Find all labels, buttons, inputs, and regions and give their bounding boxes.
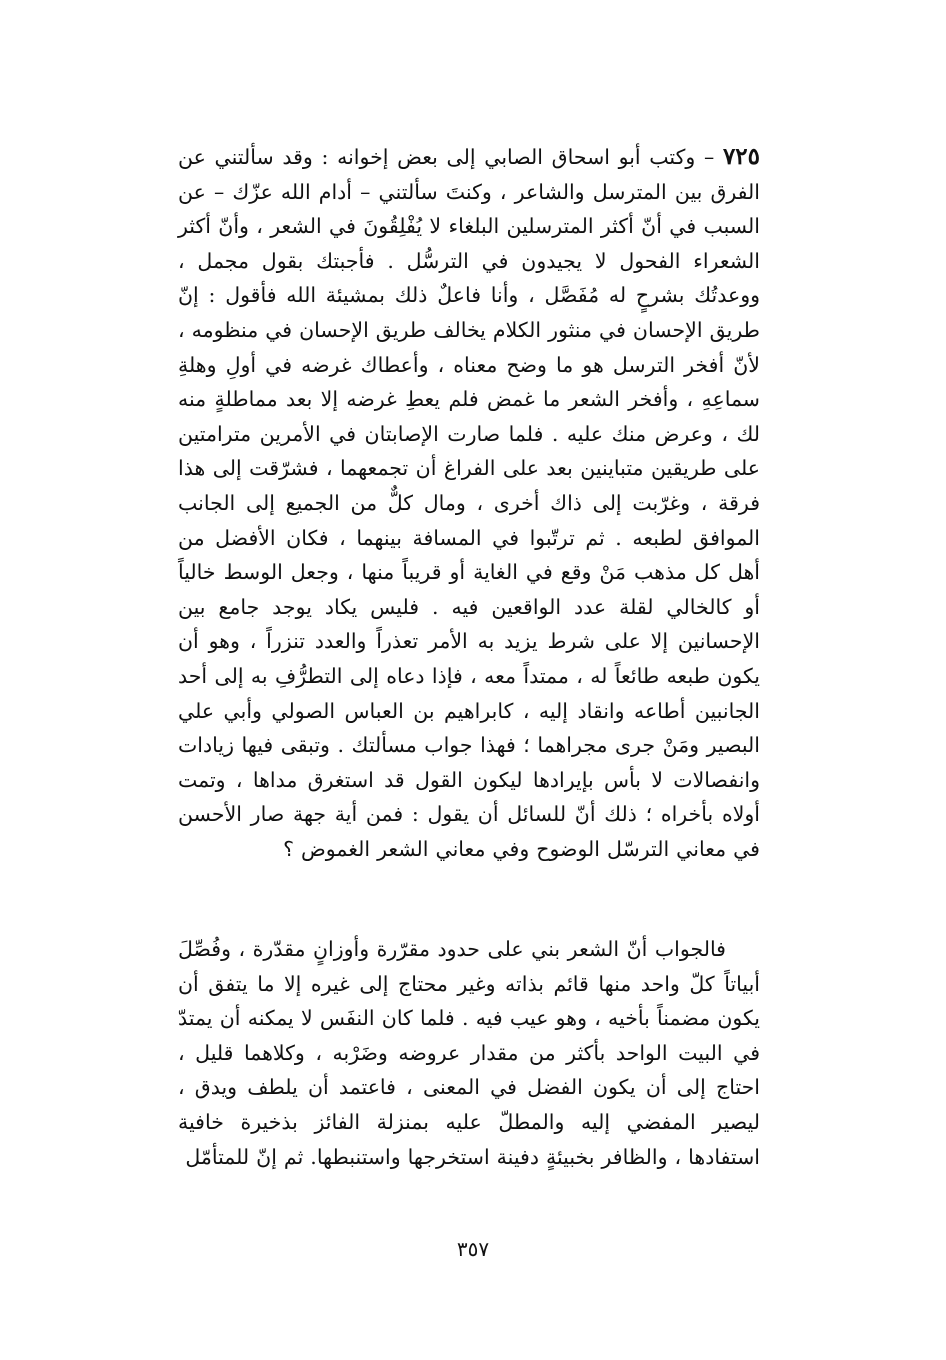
entry-dash: – — [695, 145, 723, 169]
entry-paragraph — [178, 140, 760, 866]
entry-number: ٧٢٥ — [722, 143, 760, 170]
page-number: ٣٥٧ — [456, 1237, 490, 1261]
entry-text: وكتب أبو اسحاق الصابي إلى بعض إخوانه : وقد سألتني عن الفرق بين المترسل والشاعر ، وكنتَ سألتني – أدام الله عزّك – عن السبب في أنّ أكثر المترسلين البلغاء لا يُفْلِقُونَ في الشعر ، وأنّ أكثر الشعراء الفحول لا يجيدون في الترسُّل . فأجبتك بقول مجمل ، ووعدتُك بشرحٍ له مُفَصَّل ، وأنا فاعلٌ ذلك بمشيئة الله فأقول : إنّ طريق الإحسان في منثور الكلام يخالف طريق الإحسان في منظومه ، لأنّ أفخر الترسل هو ما وضح معناه ، وأعطاك غرضه في أولِ وهلةِ سماعِهِ ، وأفخر الشعر ما غمض فلم يعطِ غرضه إلا بعد مماطلةٍ منه لك ، وعرض منك عليه . فلما صارت الإصابتان في الأمرين مترامتين على طريقين متباينين بعد على الفراغ أن تجمعهما ، فشرّقت إلى هذا فرقة ، وغرّبت إلى ذاك أخرى ، ومال كلٌّ من الجميع إلى الجانب الموافق لطبعه . ثم ترتّبوا في المسافة بينهما ، فكان الأفضل من أهل كل مذهب مَنْ وقع في الغاية أو قريباً منها ، وجعل الوسط خالياً أو كالخالي لقلة عدد الواقعين فيه . فليس يكاد يوجد جامع بين الإحسانين إلا على شرط يزيد به الأمر تعذراً والعدد تنزراً ، وهو أن يكون طبعه طائعاً له ، ممتداً معه ، فإذا دعاه إلى التطرُّفِ به إلى أحد الجانبين أطاعه وانقاد إليه ، كابراهيم بن العباس الصولي وأبي علي البصير ومَنْ جرى مجراهما ؛ فهذا جواب مسألتك . وتبقى فيها زيادات وانفصالات لا بأس بإيرادها ليكون القول قد استغرق مداها ، وتمت أولاه بأخراه ؛ ذلك أنّ للسائل أن يقول : فمن أية جهة صار الأحسن في معاني الترسّل الوضوح وفي معاني الشعر الغموض ؟ — [178, 145, 760, 861]
answer-text: فالجواب أنّ الشعر بني على حدود مقرّرة وأوزانٍ مقدّرة ، وفُصِّلَ أبياتاً كلّ واحد منها قائم بذاته وغير محتاج إلى غيره إلا ما يتفق أن يكون مضمناً بأخيه ، وهو عيب فيه . فلما كان النفَس لا يمكنه أن يمتدّ في البيت الواحد بأكثر من مقدار عروضه وضَرْبه ، وكلاهما قليل ، احتاج إلى أن يكون الفضل في المعنى ، فاعتمد أن يلطف ويدق ، ليصير المفضي إليه والمطلّ عليه بمنزلة الفائز بذخيرة خافية استفادها ، والظافر بخبيئةٍ دفينة استخرجها واستنبطها. ثم إنّ للمتأمّل — [178, 937, 760, 1169]
answer-paragraph — [178, 932, 760, 1174]
